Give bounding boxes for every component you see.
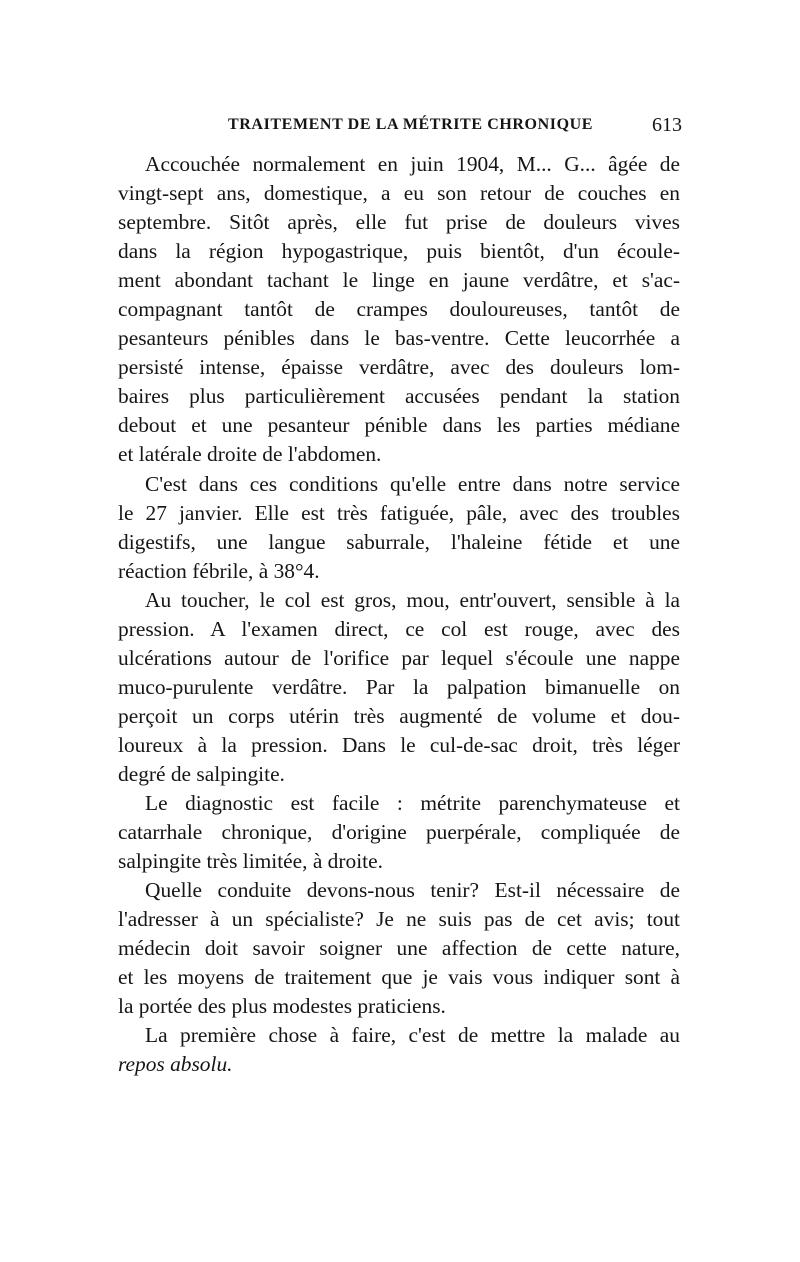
text-line: baires plus particulièrement accusées pendant la station: [118, 384, 680, 409]
text-line: catarrhale chronique, d'origine puerpérale, compliquée de: [118, 820, 680, 845]
text-line: persisté intense, épaisse verdâtre, avec des douleurs lom-: [118, 355, 680, 380]
text-line: la portée des plus modestes praticiens.: [118, 994, 446, 1019]
text-line: réaction fébrile, à 38°4.: [118, 558, 320, 583]
running-header: [228, 116, 682, 140]
text-line: Au toucher, le col est gros, mou, entr'ouvert, sensible à la: [145, 587, 680, 612]
text-line: digestifs, une langue saburrale, l'haleine fétide et une: [118, 529, 680, 554]
text-line: perçoit un corps utérin très augmenté de volume et dou-: [118, 703, 680, 728]
text-line: debout et une pesanteur pénible dans les parties médiane: [118, 413, 680, 438]
text-line: ment abondant tachant le linge en jaune verdâtre, et s'ac-: [118, 268, 680, 293]
text-line: loureux à la pression. Dans le cul-de-sac droit, très léger: [118, 732, 680, 757]
text-line: le 27 janvier. Elle est très fatiguée, pâle, avec des troubles: [118, 500, 680, 525]
text-line: Le diagnostic est facile : métrite parenchymateuse et: [145, 791, 680, 816]
text-line: salpingite très limitée, à droite.: [118, 849, 383, 874]
text-line: pesanteurs pénibles dans le bas-ventre. Cette leucorrhée a: [118, 326, 680, 351]
text-line: compagnant tantôt de crampes douloureuses, tantôt de: [118, 297, 680, 322]
text-line: septembre. Sitôt après, elle fut prise de douleurs vives: [118, 210, 680, 235]
text-line: C'est dans ces conditions qu'elle entre dans notre service: [145, 471, 680, 496]
text-line: muco-purulente verdâtre. Par la palpation bimanuelle on: [118, 674, 680, 699]
text-line: médecin doit savoir soigner une affection de cette nature,: [118, 936, 680, 961]
text-line: vingt-sept ans, domestique, a eu son retour de couches en: [118, 181, 680, 206]
text-line: dans la région hypogastrique, puis bientôt, d'un écoule-: [118, 239, 680, 264]
text-line: ulcérations autour de l'orifice par lequel s'écoule une nappe: [118, 645, 680, 670]
body-text: [118, 150, 680, 1080]
text-line: Quelle conduite devons-nous tenir? Est-il nécessaire de: [145, 878, 680, 903]
text-line: pression. A l'examen direct, ce col est rouge, avec des: [118, 616, 680, 641]
text-line: repos absolu.: [118, 1052, 233, 1077]
page-number: 613: [652, 114, 682, 136]
running-title: TRAITEMENT DE LA MÉTRITE CHRONIQUE: [228, 116, 594, 133]
text-line: et les moyens de traitement que je vais vous indiquer sont à: [118, 965, 680, 990]
text-line: degré de salpingite.: [118, 761, 285, 786]
text-line: Accouchée normalement en juin 1904, M... G... âgée de: [145, 152, 680, 176]
text-line: La première chose à faire, c'est de mettre la malade au: [145, 1023, 680, 1048]
text-line: et latérale droite de l'abdomen.: [118, 442, 382, 467]
text-line: l'adresser à un spécialiste? Je ne suis pas de cet avis; tout: [118, 907, 680, 932]
